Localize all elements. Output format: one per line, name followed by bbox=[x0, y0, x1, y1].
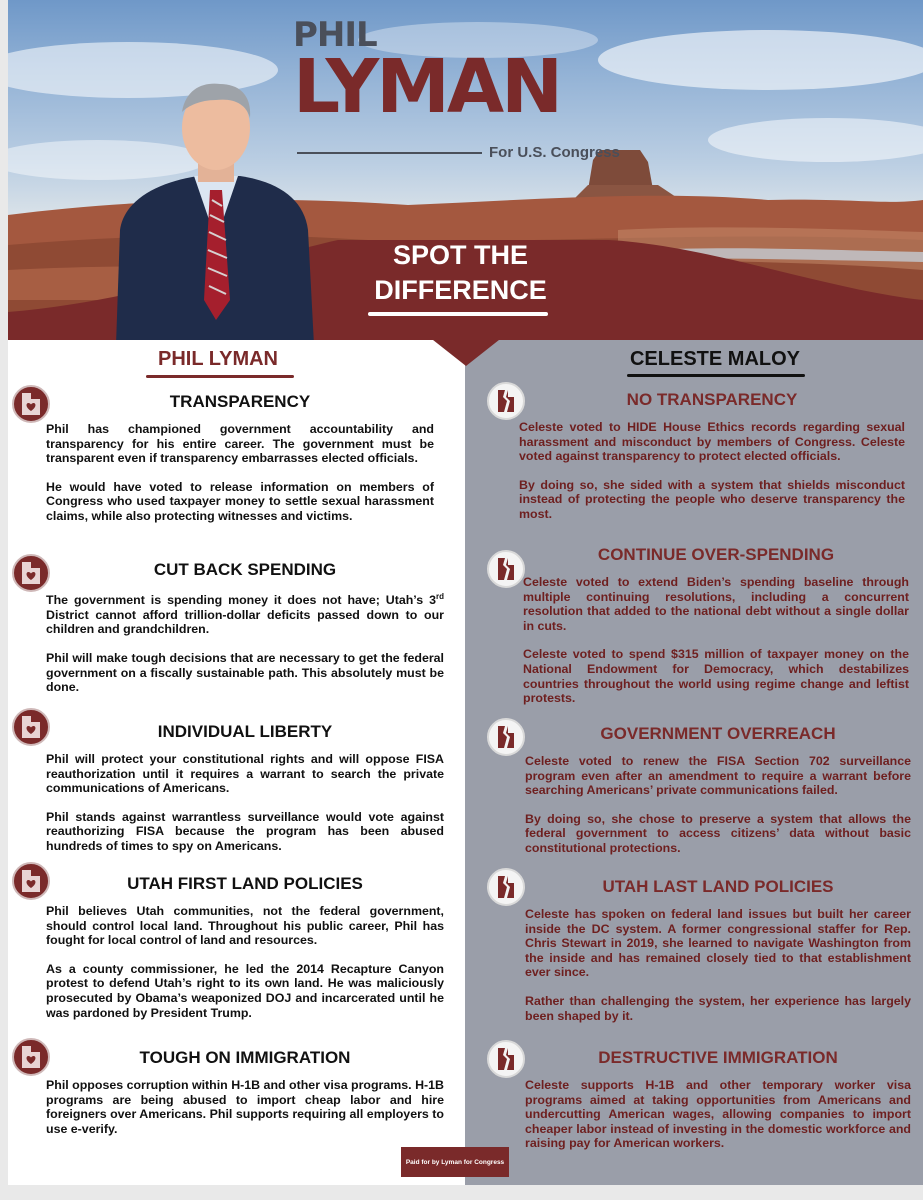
headline-line-2: DIFFERENCE bbox=[374, 275, 547, 305]
left-section-land bbox=[46, 874, 444, 1034]
section-paragraph: Rather than challenging the system, her experience has largely been shaped by it. bbox=[525, 993, 911, 1023]
paragraph-text-start: The government is spending money it does not have; Utah’s 3 bbox=[46, 593, 436, 608]
section-paragraph: By doing so, she chose to preserve a system that allows the federal government to access citizens’ data without basic constitutional protections. bbox=[525, 811, 911, 855]
utah-heart-icon bbox=[12, 1038, 50, 1076]
section-paragraph: Celeste voted to HIDE House Ethics records regarding sexual harassment and misconduct by members of Congress. Celeste voted against transparency to protect elected officials. bbox=[519, 420, 905, 464]
section-paragraph: Phil will protect your constitutional rights and will oppose FISA reauthorization until it requires a warrant to search the private communications of Americans. bbox=[46, 752, 444, 796]
left-section-transparency bbox=[46, 392, 434, 538]
campaign-logo bbox=[293, 15, 623, 161]
logo-first-name: PHIL bbox=[293, 15, 377, 55]
left-column-phil bbox=[8, 340, 465, 1185]
right-name-underline bbox=[627, 374, 805, 377]
section-title: DESTRUCTIVE IMMIGRATION bbox=[598, 1048, 838, 1067]
left-section-liberty bbox=[46, 722, 444, 868]
section-paragraph: Phil will make tough decisions that are necessary to get the federal government on a fiscally sustainable path. This absolutely must be done. bbox=[46, 650, 444, 695]
utah-heart-icon bbox=[12, 385, 50, 423]
section-paragraph: Phil believes Utah communities, not the federal government, should control local land. Throughout his public career, Phil has fought for local control of land and resources. bbox=[46, 904, 444, 948]
right-column-celeste bbox=[465, 340, 923, 1185]
utah-heart-icon bbox=[12, 708, 50, 746]
section-title: GOVERNMENT OVERREACH bbox=[600, 724, 836, 743]
section-paragraph: As a county commissioner, he led the 2014 Recapture Canyon protest to defend Utah’s right to its own land. He was maliciously prosecuted by Obama’s weaponized DOJ and incarcerated until he was pardoned by President Trump. bbox=[46, 961, 444, 1020]
section-paragraph: Phil opposes corruption within H-1B and other visa programs. H-1B programs are being abused to import cheap labor and hire foreigners over Americans. Phil supports requiring all employers to use e-verify. bbox=[46, 1078, 444, 1136]
logo-rule bbox=[297, 152, 482, 154]
section-title: CUT BACK SPENDING bbox=[153, 560, 337, 579]
left-name-underline bbox=[146, 375, 294, 378]
right-section-overreach bbox=[525, 724, 911, 870]
section-title: TRANSPARENCY bbox=[169, 392, 311, 411]
section-paragraph: Celeste voted to renew the FISA Section 702 surveillance program even after an amendment to require a warrant before searching Americans’ private communications failed. bbox=[525, 754, 911, 798]
section-title: INDIVIDUAL LIBERTY bbox=[157, 722, 333, 741]
section-paragraph: Celeste has spoken on federal land issues but built her career inside the DC system. A former congressional staffer for Rep. Chris Stewart in 2019, she learned to navigate Washington from the inside and has remained closely tied to that establishment ever since. bbox=[525, 907, 911, 980]
section-title: UTAH LAST LAND POLICIES bbox=[602, 877, 834, 896]
ordinal-suffix: rd bbox=[436, 592, 444, 601]
broken-utah-icon bbox=[487, 550, 525, 588]
section-paragraph: He would have voted to release information on members of Congress who used taxpayer money to settle sexual harassment claims, while also protecting witnesses and victims. bbox=[46, 479, 434, 523]
section-paragraph: Celeste voted to spend $315 million of taxpayer money on the National Endowment for Democracy, which destabilizes countries throughout the world using regime change and leftist protests. bbox=[523, 647, 909, 706]
divider-notch bbox=[428, 336, 504, 366]
right-candidate-name: CELESTE MALOY bbox=[629, 348, 800, 370]
headline-line-1: SPOT THE bbox=[392, 240, 528, 270]
hero-banner bbox=[8, 0, 923, 345]
broken-utah-icon bbox=[487, 1040, 525, 1078]
left-section-immigration bbox=[46, 1048, 444, 1150]
left-candidate-name: PHIL LYMAN bbox=[157, 348, 279, 370]
section-paragraph: Celeste voted to extend Biden’s spending baseline through multiple continuing resolutions, including a concurrent resolution that added to the national debt without a single dollar in cuts. bbox=[523, 575, 909, 633]
section-title: NO TRANSPARENCY bbox=[626, 390, 798, 409]
section-paragraph: Celeste supports H-1B and other temporary worker visa programs aimed at taking opportunities from Americans and undercutting American wages, allowing companies to import cheaper labor instead of investing in the domestic workforce and raising pay for American workers. bbox=[525, 1078, 911, 1151]
section-paragraph: Phil stands against warrantless surveillance would vote against reauthorizing FISA because the program has been abused hundreds of times to spy on Americans. bbox=[46, 809, 444, 853]
paid-for-disclaimer: Paid for by Lyman for Congress bbox=[401, 1147, 509, 1177]
right-section-land bbox=[525, 877, 911, 1037]
page-headline bbox=[353, 238, 568, 308]
paragraph-text-end: District cannot afford trillion-dollar deficits passed down to our children and grandchildren. bbox=[46, 607, 444, 637]
broken-utah-icon bbox=[487, 718, 525, 756]
left-section-spending bbox=[46, 560, 444, 709]
logo-last-name: LYMAN bbox=[293, 44, 561, 130]
utah-heart-icon bbox=[12, 862, 50, 900]
section-title: CONTINUE OVER-SPENDING bbox=[597, 545, 835, 564]
right-section-immigration bbox=[525, 1048, 911, 1165]
section-paragraph: Phil has championed government accountability and transparency for his entire career. The government must be transparent even if transparency embarrasses elected officials. bbox=[46, 422, 434, 466]
section-title: TOUGH ON IMMIGRATION bbox=[139, 1048, 351, 1067]
section-paragraph: By doing so, she sided with a system that shields misconduct instead of protecting the people who deserve transparency the most. bbox=[519, 477, 905, 521]
utah-heart-icon bbox=[12, 554, 50, 592]
headline-underline bbox=[368, 312, 548, 316]
candidate-photo bbox=[116, 84, 314, 345]
logo-subtitle: For U.S. Congress bbox=[489, 144, 620, 161]
section-paragraph bbox=[46, 590, 444, 637]
section-title: UTAH FIRST LAND POLICIES bbox=[127, 874, 363, 893]
campaign-flyer bbox=[8, 0, 923, 1185]
broken-utah-icon bbox=[487, 868, 525, 906]
right-section-spending bbox=[523, 545, 909, 720]
right-section-transparency bbox=[519, 390, 905, 536]
